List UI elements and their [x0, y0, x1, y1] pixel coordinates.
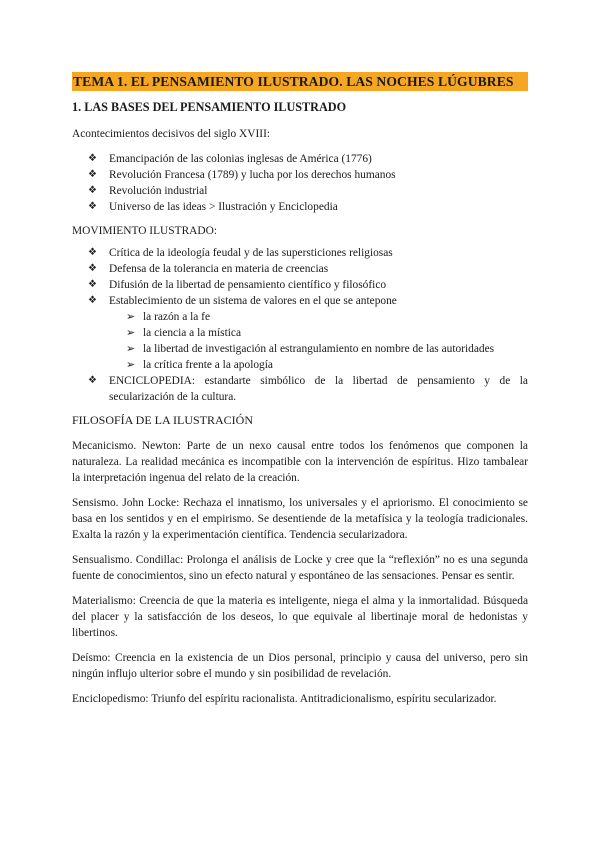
movement-list [72, 245, 528, 309]
diamond-bullet-icon: ❖ [88, 153, 97, 164]
list-item [72, 199, 528, 215]
philosophy-heading: FILOSOFÍA DE LA ILUSTRACIÓN [72, 413, 254, 427]
list-item-text: Emancipación de las colonias inglesas de América (1776) [109, 153, 372, 165]
diamond-bullet-icon: ❖ [88, 279, 97, 290]
encyclopedia-list [72, 373, 528, 405]
list-item [72, 277, 528, 293]
diamond-bullet-icon: ❖ [88, 247, 97, 258]
list-item-text: Crítica de la ideología feudal y de las supersticiones religiosas [109, 247, 393, 259]
sublist-item-text: la razón a la fe [143, 311, 211, 323]
list-item [72, 373, 528, 405]
paragraph-sensismo: Sensismo. John Locke: Rechaza el innatismo, los universales y el apriorismo. El conocimiento se basa en los sentidos y en el empirismo. Se desentiende de la metafísica y la teología tradicionales. Exalta la razón y la experimentación científica. Tendencia secularizadora. [72, 497, 528, 541]
list-item-text: Establecimiento de un sistema de valores en el que se antepone [109, 295, 397, 307]
sublist-item [72, 357, 528, 373]
list-item-text: Difusión de la libertad de pensamiento científico y filosófico [109, 279, 387, 291]
list-item-text: Revolución industrial [109, 185, 208, 197]
list-item-text: Defensa de la tolerancia en materia de creencias [109, 263, 329, 275]
events-list [72, 151, 528, 215]
sublist-item [72, 325, 528, 341]
arrow-bullet-icon: ➢ [126, 343, 136, 355]
sublist-item-text: la ciencia a la mística [143, 327, 242, 339]
list-item [72, 293, 528, 309]
section-heading: 1. LAS BASES DEL PENSAMIENTO ILUSTRADO [72, 100, 347, 114]
list-item-text: Universo de las ideas > Ilustración y Enciclopedia [109, 201, 338, 213]
diamond-bullet-icon: ❖ [88, 169, 97, 180]
sublist-item [72, 341, 528, 357]
sublist-item [72, 309, 528, 325]
paragraph-enciclopedismo: Enciclopedismo: Triunfo del espíritu racionalista. Antitradicionalismo, espíritu secularizador. [72, 693, 497, 705]
sublist-item-text: la libertad de investigación al estrangulamiento en nombre de las autoridades [143, 343, 495, 355]
sublist-item-text: la crítica frente a la apología [143, 359, 273, 371]
arrow-bullet-icon: ➢ [126, 327, 136, 339]
movement-heading: MOVIMIENTO ILUSTRADO: [72, 225, 218, 237]
diamond-bullet-icon: ❖ [88, 185, 97, 196]
document-body [72, 99, 528, 716]
intro-text: Acontecimientos decisivos del siglo XVIII: [72, 128, 271, 140]
diamond-bullet-icon: ❖ [88, 375, 97, 386]
diamond-bullet-icon: ❖ [88, 295, 97, 306]
paragraph-deismo: Deísmo: Creencia en la existencia de un Dios personal, principio y causa del universo, pero sin ningún influjo ulterior sobre el mundo y sin posibilidad de revelación. [72, 652, 528, 680]
list-item [72, 183, 528, 199]
list-item [72, 167, 528, 183]
paragraph-materialismo: Materialismo: Creencia de que la materia es inteligente, niega el alma y la inmortalidad. Búsqueda del placer y la satisfacción de los deseos, lo que equivale al libertinaje moral de hedonistas y libertinos. [72, 595, 528, 639]
paragraph-sensualismo: Sensualismo. Condillac: Prolonga el análisis de Locke y cree que la “reflexión” no es una segunda fuente de conocimientos, sino un efecto natural y espontáneo de las sensaciones. Pensar es sentir. [72, 554, 528, 582]
diamond-bullet-icon: ❖ [88, 201, 97, 212]
list-item [72, 261, 528, 277]
list-item-text: ENCICLOPEDIA: estandarte simbólico de la libertad de pensamiento y de la secularización de la cultura. [109, 375, 528, 403]
arrow-bullet-icon: ➢ [126, 359, 136, 371]
paragraph-mecanicismo: Mecanicismo. Newton: Parte de un nexo causal entre todos los fenómenos que componen la naturaleza. La realidad mecánica es incompatible con la intervención de espíritus. Hizo tambalear la interpretación ingenua del relato de la creación. [72, 440, 528, 484]
list-item [72, 151, 528, 167]
diamond-bullet-icon: ❖ [88, 263, 97, 274]
values-sublist [72, 309, 528, 373]
list-item-text: Revolución Francesa (1789) y lucha por los derechos humanos [109, 169, 396, 181]
arrow-bullet-icon: ➢ [126, 311, 136, 323]
document-title: TEMA 1. EL PENSAMIENTO ILUSTRADO. LAS NOCHES LÚGUBRES [72, 72, 528, 91]
list-item [72, 245, 528, 261]
